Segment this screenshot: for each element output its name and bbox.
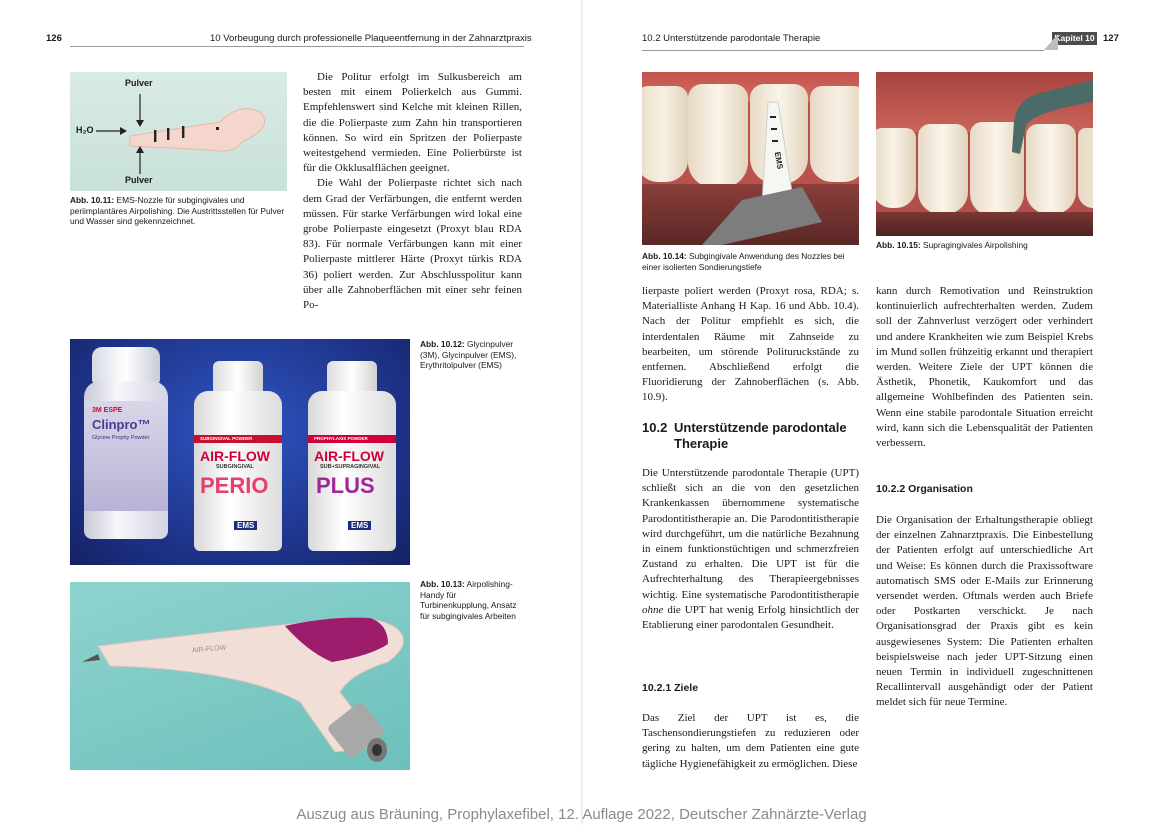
bottle1-body bbox=[84, 381, 168, 539]
right-col1-ziele-text bbox=[642, 711, 859, 772]
bottle2-brand: AIR-FLOW bbox=[200, 448, 270, 464]
bottle2-big-label: PERIO bbox=[200, 473, 269, 498]
nozzle-tip-illustration bbox=[642, 72, 859, 245]
handpiece-illustration bbox=[70, 582, 410, 770]
h2o-label: H₂O bbox=[76, 125, 94, 135]
bottle3-big-label: PLUS bbox=[316, 473, 375, 498]
paragraph-polierpaste: Die Wahl der Polierpaste richtet sich nach dem Grad der Verfärbungen, die entfernt werden müssen. Für starke Verfärbungen wird lokal eine grobe Polierpaste eingesetzt (Proxyt blau RDA 83). Für normale Verfärbungen kann mit einer Polierpaste mittlerer Härte (Proxyt türkis RDA 36) poliert werden. Zur Abschlusspolitur kann über alle Zahnoberflächen mit einer sehr feinen Po- bbox=[303, 177, 522, 312]
right-col1-upt-text bbox=[642, 466, 859, 633]
bottle2-sub: SUBGINGIVAL bbox=[216, 464, 254, 470]
chapter-tab: Kapitel 10 bbox=[1052, 32, 1097, 45]
paragraph-upt-emphasis: ohne bbox=[642, 603, 664, 616]
caption-10-13-number: Abb. 10.13: bbox=[420, 579, 465, 589]
caption-10-14 bbox=[642, 251, 859, 272]
bottle2-cap bbox=[213, 361, 263, 393]
header-rule-wedge bbox=[1044, 34, 1058, 50]
bottle3-brand: AIR-FLOW bbox=[314, 448, 384, 464]
left-body-text bbox=[303, 70, 522, 313]
figure-10-14-subgingival bbox=[642, 72, 859, 245]
caption-10-15-number: Abb. 10.15: bbox=[876, 240, 921, 250]
handpiece-brand: AIR-FLOW bbox=[191, 644, 227, 655]
paragraph-upt bbox=[642, 466, 859, 633]
right-page-number: 127 bbox=[1103, 33, 1119, 44]
bottle3-band-text: PROPHYLAXIS POWDER bbox=[314, 436, 368, 441]
caption-10-13 bbox=[420, 579, 524, 621]
figure-10-15-supragingival bbox=[876, 72, 1093, 236]
page-gutter bbox=[581, 0, 583, 825]
right-col2-top-text bbox=[876, 284, 1093, 451]
figure-10-12-powders bbox=[70, 339, 410, 565]
caption-10-12-number: Abb. 10.12: bbox=[420, 339, 465, 349]
paragraph-upt-b: die UPT hat wenig Erfolg hinsichtlich der Etablierung einer parodontalen Gesundheit. bbox=[642, 603, 859, 632]
left-running-head: 10 Vorbeugung durch professionelle Plaqueentfernung in der Zahnarztpraxis bbox=[210, 33, 532, 44]
left-header-rule bbox=[70, 46, 524, 47]
right-header-rule bbox=[642, 50, 1044, 51]
bottle3-cap bbox=[327, 361, 377, 393]
bottle1-cap bbox=[92, 347, 160, 383]
nozzle-illustration bbox=[70, 72, 287, 191]
handpiece-tip-illustration bbox=[876, 72, 1093, 236]
bottle2-logo: EMS bbox=[234, 521, 257, 530]
subsection-heading-ziele: 10.2.1 Ziele bbox=[642, 682, 699, 694]
left-page-number: 126 bbox=[46, 33, 62, 44]
bottle3-logo: EMS bbox=[348, 521, 371, 530]
figure-10-11-nozzle bbox=[70, 72, 287, 191]
figure-10-13-handpiece bbox=[70, 582, 410, 770]
paragraph-upt-a: Die Unterstützende parodontale Therapie (UPT) schließt sich an die von den gesetzlichen Krankenkassen übernommene systematische Parodontitistherapie an. Die Parodontitistherapie wird durchgeführt, um die natürliche Bezahnung in einem funktionstüchtigen und schmerzfreien Zustand zu erhalten. Die UPT ist für die Aufrechterhaltung des Therapieergebnisses wichtig. Eine systematische Parodontitistherapie bbox=[642, 467, 859, 601]
bottle2-body bbox=[194, 391, 282, 551]
caption-10-14-text: Subgingivale Anwendung des Nozzles bei einer isolierten Sondierungstiefe bbox=[642, 251, 845, 272]
bottle1-brand: 3M ESPE bbox=[92, 407, 123, 414]
bottle2-band-text: SUBGINGIVAL POWDER bbox=[200, 436, 253, 441]
right-col2-org-text bbox=[876, 513, 1093, 711]
publisher-watermark: Auszug aus Bräuning, Prophylaxefibel, 12. Auflage 2022, Deutscher Zahnärzte-Verlag bbox=[296, 806, 867, 823]
caption-10-15 bbox=[876, 240, 1093, 251]
paragraph-ziele: Das Ziel der UPT ist es, die Taschensondierungstiefen zu reduzieren oder gering zu halten, um dem Patienten eine gute tägliche Hygienefähigkeit zu ermöglichen. Diese bbox=[642, 712, 859, 770]
caption-10-11 bbox=[70, 195, 287, 227]
caption-10-13-text: Airpolishing-Handy für Turbinenkupplung, Ansatz für subgingivales Arbeiten bbox=[420, 579, 517, 621]
nozzle-tip-label: EMS bbox=[772, 151, 785, 170]
bottle3-body bbox=[308, 391, 396, 551]
caption-10-11-text: EMS-Nozzle für subgingivales und periimplantäres Airpolishing. Die Austrittsstellen für Pulver und Wasser sind gekennzeichnet. bbox=[70, 195, 285, 227]
subsection-heading-organisation: 10.2.2 Organisation bbox=[876, 483, 973, 495]
caption-10-15-text: Supragingivales Airpolishing bbox=[920, 240, 1028, 250]
right-running-head: 10.2 Unterstützende parodontale Therapie bbox=[642, 33, 821, 44]
right-col1-top-text bbox=[642, 284, 859, 406]
caption-10-12 bbox=[420, 339, 524, 371]
bottle1-name: Clinpro™ bbox=[92, 417, 151, 432]
pulver-label-top: Pulver bbox=[125, 78, 153, 88]
paragraph-politur: Die Politur erfolgt im Sulkusbereich am besten mit einem Polierkelch aus Gummi. Empfehlenswert sind Kelche mit kleinen Rillen, die die Polierpaste zum Zahn hin transportieren können. So wird ein Spritzen der Polierpaste weitestgehend vermieden. Eine Polierbürste ist für die Okklusalflächen geeignet. bbox=[303, 71, 522, 175]
bottle3-sub: SUB+SUPRAGINGIVAL bbox=[320, 464, 381, 470]
pulver-label-bottom: Pulver bbox=[125, 175, 153, 185]
bottle1-sub: Glycine Prophy Powder bbox=[92, 435, 150, 441]
caption-10-11-number: Abb. 10.11: bbox=[70, 195, 115, 205]
paragraph-polierpaste-cont: lierpaste poliert werden (Proxyt rosa, RDA; s. Materialliste Anhang H Kap. 16 und Abb. 10.4). Nach der Politur empfiehlt es sich, die interdentalen Räume mit Zahnseide zu bearbeiten, um störende Polituruckstände zu entfernen. Abschließend erfolgt die Fluoridierung der Zahnoberflächen (s. Abb. 10.9). bbox=[642, 285, 859, 404]
paragraph-organisation: Die Organisation der Erhaltungstherapie obliegt der einzelnen Zahnarztpraxis. Die Einbestellung der Patienten erfolgt auf unterschiedliche Art und Weise: Es können durch die Praxissoftware automatisch SMS oder E-Mails zur Erinnerung versendet werden. Oftmals werden auch Briefe oder Postkarten verschickt. Je nach Organisationsgrad der Praxis gibt es kein ausgewiesenes System: Die Patienten erhalten beispielsweise nach jeder UPT-Sitzung einen neuen Termin in individuell zugeschnittenen Recallintervall ausgehändigt oder der Patient meldet sich für neue Termine. bbox=[876, 514, 1093, 709]
caption-10-12-text: Glycinpulver (3M), Glycinpulver (EMS), Erythritolpulver (EMS) bbox=[420, 339, 517, 371]
section-number: 10.2 bbox=[642, 420, 668, 435]
caption-10-14-number: Abb. 10.14: bbox=[642, 251, 687, 261]
paragraph-ziele-cont: kann durch Remotivation und Reinstruktion kontinuierlich aufrechterhalten werden. Zudem soll der Zahnverlust verzögert oder verhindert und andere Krankheiten wie zum Beispiel Krebs im Mund sollen frühzeitig erkannt und therapiert werden. Weitere Ziele der UPT können die Ästhetik, Phonetik, Kaukomfort und das allgemeine Wohlbefinden des Patienten sein. Wenn eine stabile parodontale Situation erreicht wird, kann sich die Lebensqualität der Patienten verbessern. bbox=[876, 285, 1093, 450]
section-title: Unterstützende parodontale Therapie bbox=[674, 420, 847, 451]
section-heading-10-2 bbox=[642, 420, 859, 452]
